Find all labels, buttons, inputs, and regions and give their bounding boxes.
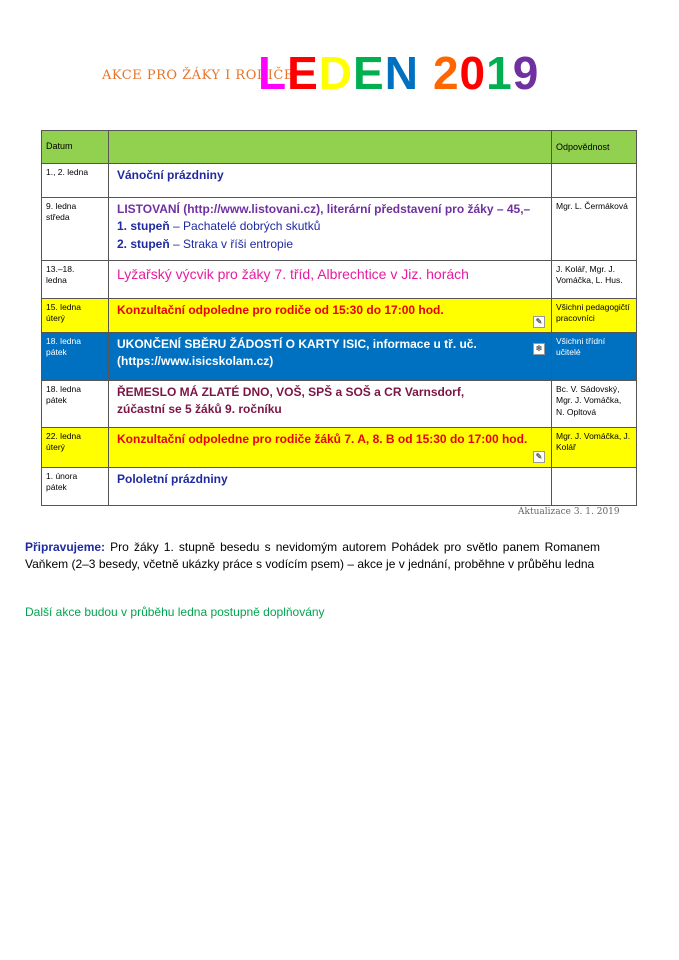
title-letter [419, 46, 433, 100]
row-responsibility: Všichni pedagogičtí pracovníci [552, 299, 637, 333]
table-row [42, 381, 637, 428]
title-letter: E [287, 47, 319, 99]
table-row [42, 468, 637, 506]
row-responsibility: J. Kolář, Mgr. J. Vomáčka, L. Hus. [552, 261, 637, 299]
row-date: 1. února pátek [42, 468, 109, 506]
table-row [42, 198, 637, 261]
row-date: 13.–18. ledna [42, 261, 109, 299]
row-responsibility: Bc. V. Sádovský, Mgr. J. Vomáčka, N. Opltová [552, 381, 637, 428]
row-responsibility: Mgr. L. Čermáková [552, 198, 637, 261]
row-event: Vánoční prázdniny [109, 164, 552, 198]
more-events-note: Další akce budou v průběhu ledna postupně doplňovány [25, 605, 325, 619]
row-date: 15. ledna úterý [42, 299, 109, 333]
title-letter: 2 [432, 47, 460, 99]
row-responsibility [552, 164, 637, 198]
snowflake-icon: ❄ [533, 343, 545, 355]
header-date: Datum [42, 131, 109, 164]
update-note: Aktualizace 3. 1. 2019 [518, 507, 620, 517]
title-letter: L [258, 47, 288, 99]
row-responsibility [552, 468, 637, 506]
row-responsibility: Mgr. J. Vomáčka, J. Kolář [552, 428, 637, 468]
row-event: ŘEMESLO MÁ ZLATÉ DNO, VOŠ, SPŠ a SOŠ a CR Varnsdorf, zúčastní se 5 žáků 9. ročníku [109, 381, 552, 428]
page-subtitle: AKCE PRO ŽÁKY I RODIČE [102, 68, 294, 83]
header-responsibility: Odpovědnost [552, 131, 637, 164]
row-event: UKONČENÍ SBĚRU ŽÁDOSTÍ O KARTY ISIC, informace u tř. uč. (https://www.isicskolam.cz) ❄ [109, 333, 552, 381]
schedule-table [41, 130, 637, 506]
title-letter: N [384, 47, 419, 99]
attachment-icon: ✎ [533, 316, 545, 328]
row-date: 18. ledna pátek [42, 381, 109, 428]
table-row [42, 164, 637, 198]
title-letter: E [353, 47, 385, 99]
table-row [42, 299, 637, 333]
row-date: 22. ledna úterý [42, 428, 109, 468]
row-event: Konzultační odpoledne pro rodiče žáků 7. A, 8. B od 15:30 do 17:00 hod. ✎ [109, 428, 552, 468]
event-title: LISTOVANÍ (http://www.listovani.cz), literární představení pro žáky – 45,– [117, 202, 531, 216]
title-letter: D [318, 47, 354, 99]
upcoming-text: Pro žáky 1. stupně besedu s nevidomým autorem Pohádek pro světlo panem Romanem Vaňkem (2–3 besedy, včetně ukázky práce s vodícím psem) – akce je v jednání, proběhne v průběhu ledna [25, 540, 600, 572]
upcoming-paragraph [25, 539, 600, 574]
table-row [42, 333, 637, 381]
table-row [42, 428, 637, 468]
page-header [0, 42, 679, 102]
table-header-row [42, 131, 637, 164]
row-event: Pololetní prázdniny [109, 468, 552, 506]
title-letter: 9 [512, 47, 540, 99]
row-event: LISTOVANÍ (http://www.listovani.cz), literární představení pro žáky – 45,– 1. stupeň – Pachatelé dobrých skutků 2. stupeň – Straka v říši entropie [109, 198, 552, 261]
row-date: 18. ledna pátek [42, 333, 109, 381]
table-row [42, 261, 637, 299]
upcoming-label: Připravujeme: [25, 540, 106, 554]
page-title [258, 46, 539, 100]
attachment-icon: ✎ [533, 451, 545, 463]
title-letter: 0 [459, 47, 487, 99]
header-event [109, 131, 552, 164]
row-event: Lyžařský výcvik pro žáky 7. tříd, Albrechtice v Jiz. horách [109, 261, 552, 299]
row-event: Konzultační odpoledne pro rodiče od 15:30 do 17:00 hod. ✎ [109, 299, 552, 333]
row-date: 1., 2. ledna [42, 164, 109, 198]
row-responsibility: Všichni třídní učitelé [552, 333, 637, 381]
row-date: 9. ledna středa [42, 198, 109, 261]
title-letter: 1 [486, 47, 513, 99]
